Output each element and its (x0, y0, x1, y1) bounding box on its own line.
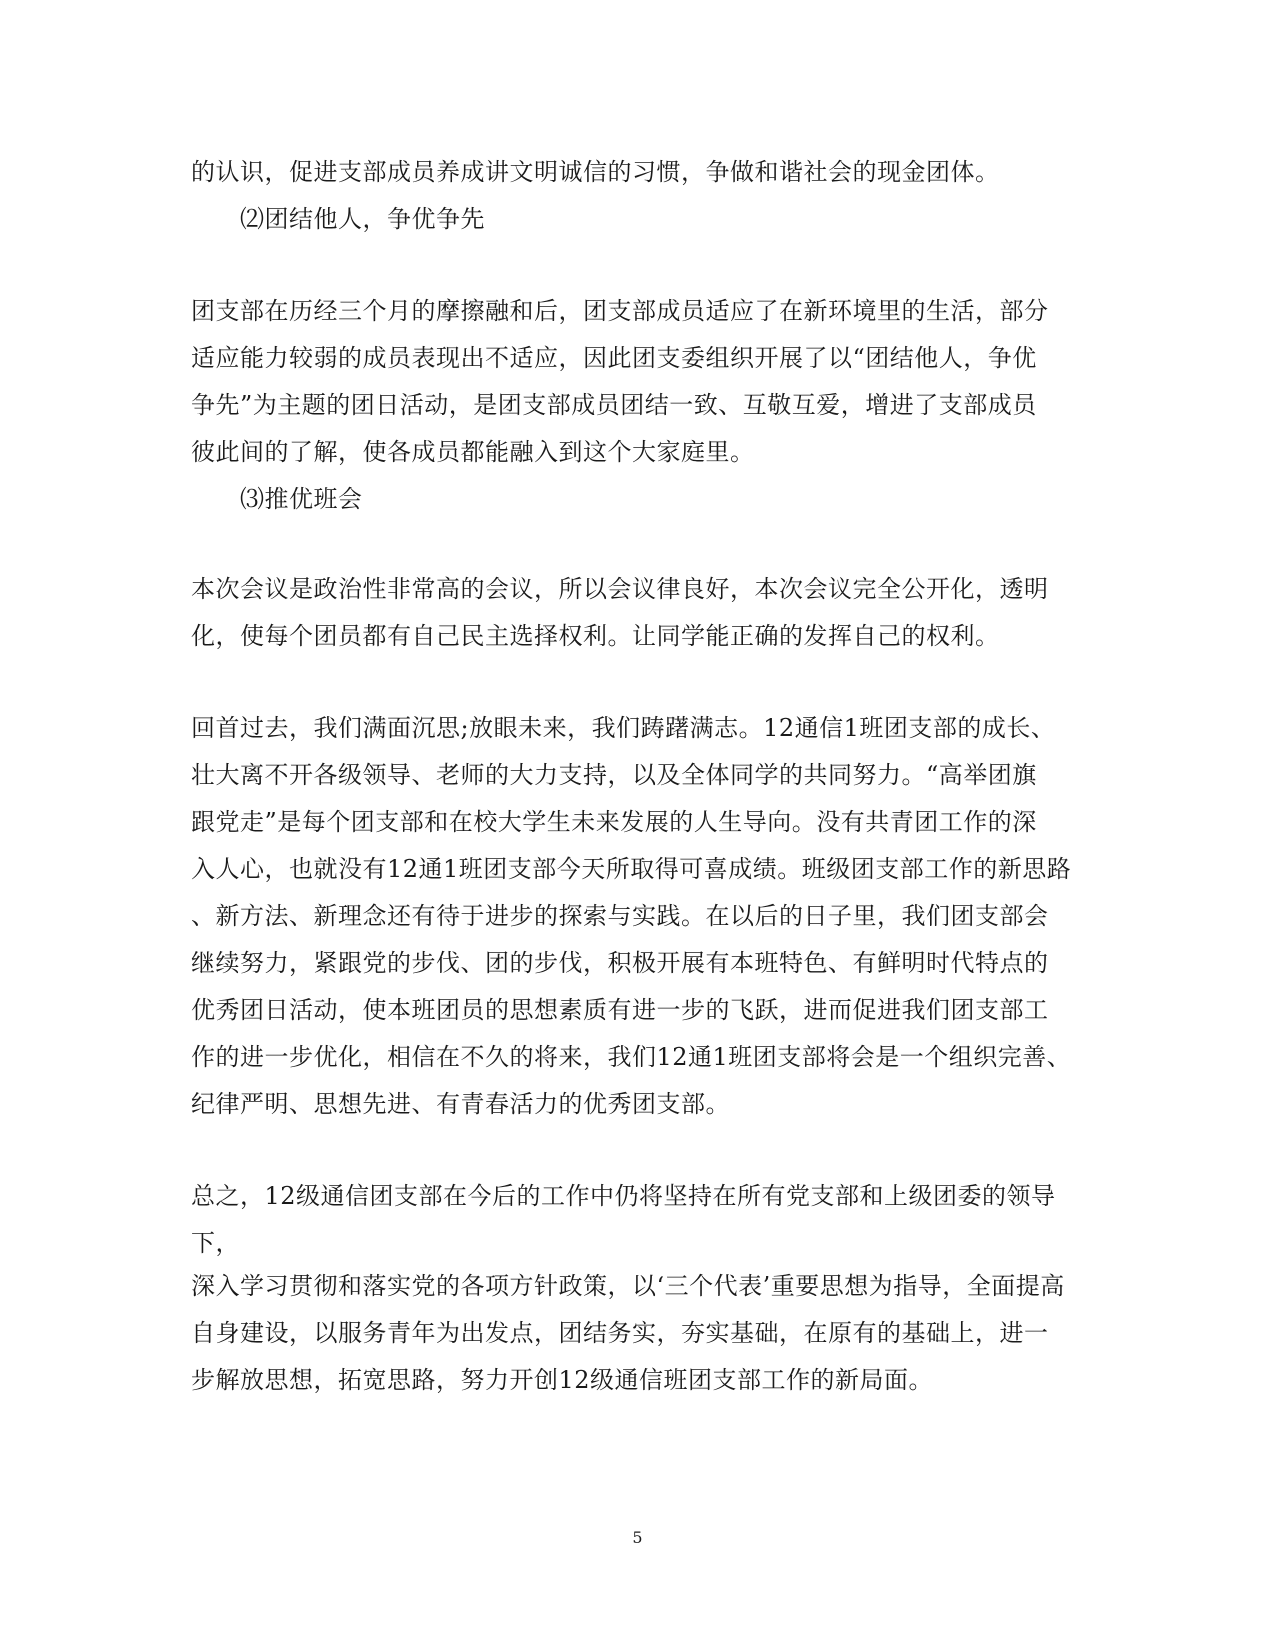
text-line: 总之，12级通信团支部在今后的工作中仍将坚持在所有党支部和上级团委的领导 (191, 1182, 1056, 1210)
text-line: 彼此间的了解，使各成员都能融入到这个大家庭里。 (191, 438, 755, 466)
text-line: 争先”为主题的团日活动，是团支部成员团结一致、互敬互爱，增进了支部成员 (191, 391, 1037, 419)
section-heading-2: ⑵团结他人，争优争先 (240, 205, 485, 233)
text-line: 、新方法、新理念还有待于进步的探索与实践。在以后的日子里，我们团支部会 (191, 902, 1049, 930)
text-line: 适应能力较弱的成员表现出不适应，因此团支委组织开展了以“团结他人，争优 (191, 344, 1037, 372)
text-line: 下， (191, 1229, 240, 1257)
text-line: 入人心，也就没有12通1班团支部今天所取得可喜成绩。班级团支部工作的新思路 (191, 855, 1072, 883)
text-line: 本次会议是政治性非常高的会议，所以会议律良好，本次会议完全公开化，透明 (191, 575, 1049, 603)
text-line: 优秀团日活动，使本班团员的思想素质有进一步的飞跃，进而促进我们团支部工 (191, 996, 1049, 1024)
text-line: 自身建设，以服务青年为出发点，团结务实，夯实基础，在原有的基础上，进一 (191, 1319, 1049, 1347)
page-number: 5 (632, 1528, 643, 1547)
text-line: 化，使每个团员都有自己民主选择权利。让同学能正确的发挥自己的权利。 (191, 622, 1000, 650)
section-heading-3: ⑶推优班会 (240, 485, 363, 513)
text-line: 深入学习贯彻和落实党的各项方针政策，以‘三个代表’重要思想为指导，全面提高 (191, 1272, 1065, 1300)
text-line: 纪律严明、思想先进、有青春活力的优秀团支部。 (191, 1090, 730, 1118)
text-line: 跟党走”是每个团支部和在校大学生未来发展的人生导向。没有共青团工作的深 (191, 808, 1037, 836)
text-line: 团支部在历经三个月的摩擦融和后，团支部成员适应了在新环境里的生活，部分 (191, 297, 1049, 325)
text-line: 步解放思想，拓宽思路，努力开创12级通信班团支部工作的新局面。 (191, 1366, 934, 1394)
text-line: 壮大离不开各级领导、老师的大力支持，以及全体同学的共同努力。“高举团旗 (191, 761, 1037, 789)
text-line: 继续努力，紧跟党的步伐、团的步伐，积极开展有本班特色、有鲜明时代特点的 (191, 949, 1049, 977)
text-line: 回首过去，我们满面沉思;放眼未来，我们踌躇满志。12通信1班团支部的成长、 (191, 714, 1056, 742)
text-line: 的认识，促进支部成员养成讲文明诚信的习惯，争做和谐社会的现金团体。 (191, 158, 1000, 186)
text-line: 作的进一步优化，相信在不久的将来，我们12通1班团支部将会是一个组织完善、 (191, 1043, 1072, 1071)
